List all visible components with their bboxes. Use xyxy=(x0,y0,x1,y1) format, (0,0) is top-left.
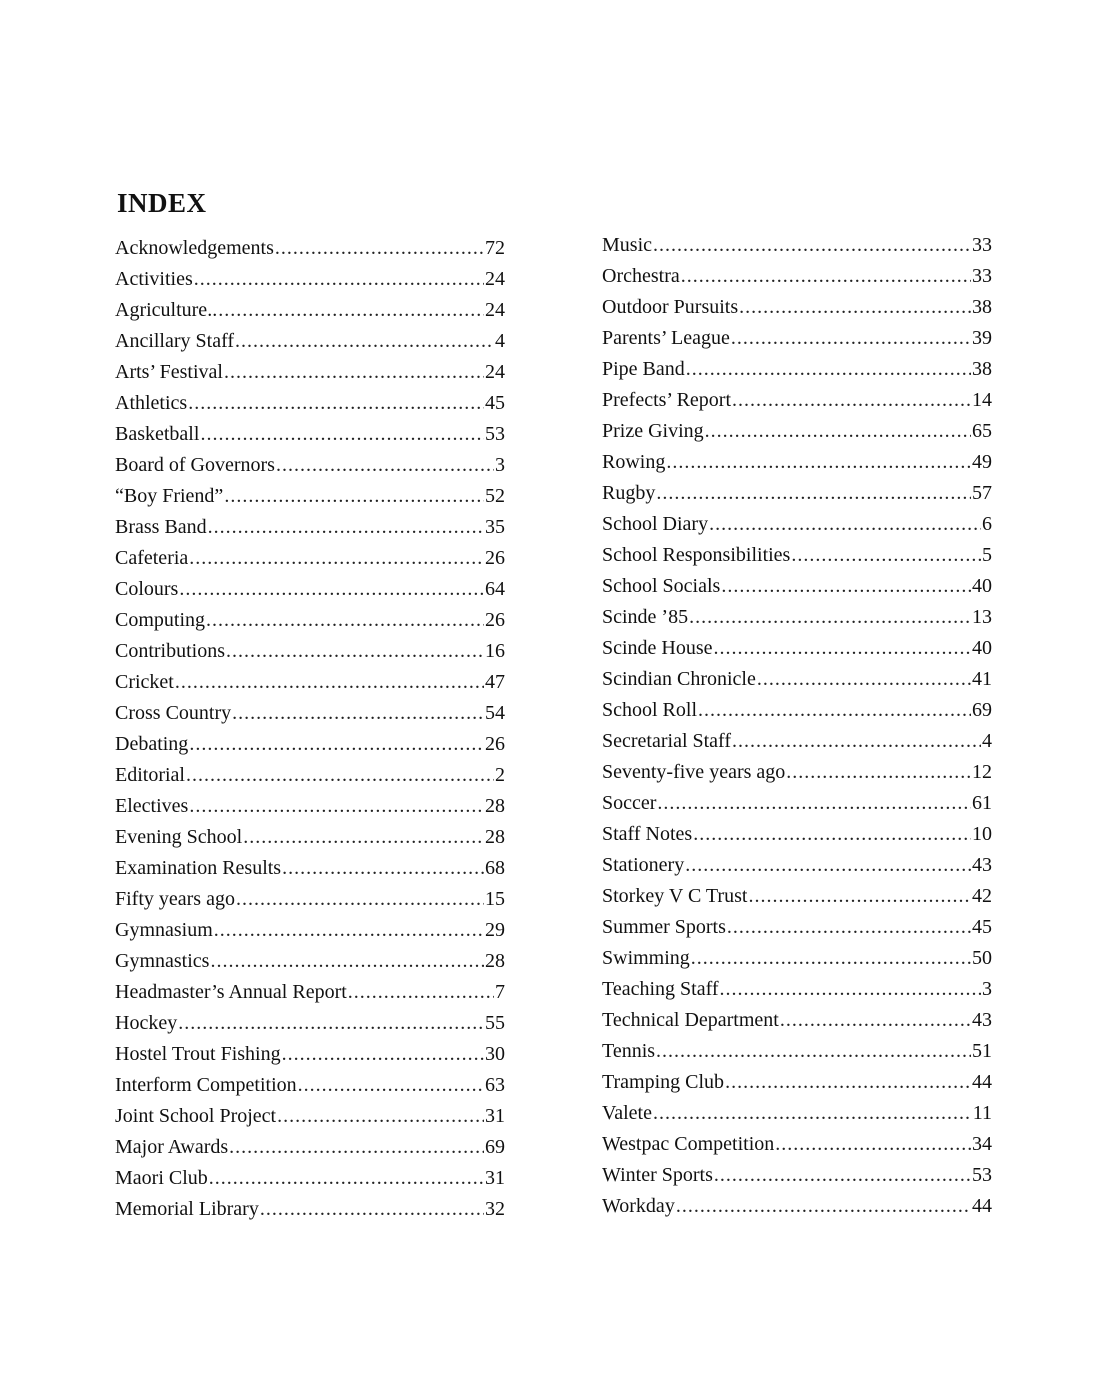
entry-label: Basketball xyxy=(115,423,200,445)
index-entry xyxy=(602,1005,992,1036)
entry-label: Music xyxy=(602,234,652,256)
index-entry xyxy=(115,450,505,481)
dot-leader xyxy=(189,791,484,822)
index-column-right xyxy=(602,230,992,1222)
index-entry xyxy=(602,974,992,1005)
entry-label: Editorial xyxy=(115,764,185,786)
entry-page-number: 33 xyxy=(972,265,992,287)
entry-page-number: 61 xyxy=(972,792,992,814)
entry-page-number: 53 xyxy=(972,1164,992,1186)
entry-page-number: 55 xyxy=(485,1012,505,1034)
dot-leader xyxy=(714,1160,971,1191)
entry-page-number: 63 xyxy=(485,1074,505,1096)
dot-leader xyxy=(209,1163,484,1194)
entry-page-number: 28 xyxy=(485,795,505,817)
index-entry xyxy=(602,354,992,385)
entry-label: Scinde ’85 xyxy=(602,606,689,628)
index-entry xyxy=(602,1160,992,1191)
dot-leader xyxy=(727,912,971,943)
index-entry xyxy=(115,760,505,791)
index-entry xyxy=(602,571,992,602)
index-entry xyxy=(115,574,505,605)
dot-leader xyxy=(731,323,971,354)
dot-leader xyxy=(656,1036,971,1067)
entry-label: Electives xyxy=(115,795,189,817)
entry-label: Arts’ Festival xyxy=(115,361,223,383)
dot-leader xyxy=(194,264,484,295)
entry-page-number: 64 xyxy=(485,578,505,600)
entry-page-number: 69 xyxy=(972,699,992,721)
dot-leader xyxy=(348,977,494,1008)
index-entry xyxy=(602,726,992,757)
entry-label: Contributions xyxy=(115,640,226,662)
index-entry xyxy=(602,261,992,292)
entry-label: School Diary xyxy=(602,513,709,535)
index-entry xyxy=(115,853,505,884)
dot-leader xyxy=(681,261,971,292)
entry-label: Valete xyxy=(602,1102,652,1124)
dot-leader xyxy=(206,605,484,636)
entry-label: Gymnastics xyxy=(115,950,210,972)
entry-page-number: 15 xyxy=(485,888,505,910)
entry-page-number: 34 xyxy=(972,1133,992,1155)
entry-label: Computing xyxy=(115,609,206,631)
index-entry xyxy=(115,698,505,729)
dot-leader xyxy=(732,726,981,757)
entry-page-number: 24 xyxy=(485,361,505,383)
entry-page-number: 26 xyxy=(485,609,505,631)
entry-label: Summer Sports xyxy=(602,916,726,938)
entry-page-number: 44 xyxy=(972,1195,992,1217)
entry-label: Tramping Club xyxy=(602,1071,725,1093)
entry-page-number: 30 xyxy=(485,1043,505,1065)
index-entry xyxy=(602,292,992,323)
index-entry xyxy=(115,636,505,667)
entry-page-number: 28 xyxy=(485,950,505,972)
dot-leader xyxy=(189,729,484,760)
dot-leader xyxy=(226,636,484,667)
entry-label: Tennis xyxy=(602,1040,656,1062)
dot-leader xyxy=(282,1039,484,1070)
entry-label: Pipe Band xyxy=(602,358,685,380)
index-entry xyxy=(115,729,505,760)
dot-leader xyxy=(224,357,484,388)
dot-leader xyxy=(739,292,971,323)
index-entry xyxy=(115,605,505,636)
index-entry xyxy=(602,695,992,726)
entry-label: Prefects’ Report xyxy=(602,389,732,411)
index-entry xyxy=(602,602,992,633)
dot-leader xyxy=(725,1067,971,1098)
index-entry xyxy=(115,1132,505,1163)
index-entry xyxy=(602,757,992,788)
dot-leader xyxy=(714,633,971,664)
dot-leader xyxy=(282,853,484,884)
index-entry xyxy=(115,512,505,543)
index-entry xyxy=(115,1101,505,1132)
entry-page-number: 44 xyxy=(972,1071,992,1093)
entry-label: Headmaster’s Annual Report xyxy=(115,981,347,1003)
dot-leader xyxy=(656,478,971,509)
entry-page-number: 4 xyxy=(495,330,505,352)
entry-label: Orchestra xyxy=(602,265,680,287)
entry-page-number: 7 xyxy=(495,981,505,1003)
dot-leader xyxy=(653,1098,972,1129)
entry-page-number: 38 xyxy=(972,296,992,318)
index-entry xyxy=(602,509,992,540)
entry-page-number: 24 xyxy=(485,268,505,290)
entry-page-number: 11 xyxy=(972,1102,992,1124)
dot-leader xyxy=(786,757,971,788)
dot-leader xyxy=(175,667,484,698)
index-entry xyxy=(602,1067,992,1098)
dot-leader xyxy=(748,881,971,912)
entry-page-number: 45 xyxy=(972,916,992,938)
dot-leader xyxy=(232,698,484,729)
dot-leader xyxy=(178,1008,484,1039)
entry-page-number: 52 xyxy=(485,485,505,507)
index-entry xyxy=(115,419,505,450)
entry-label: Ancillary Staff xyxy=(115,330,235,352)
entry-page-number: 51 xyxy=(972,1040,992,1062)
entry-page-number: 12 xyxy=(972,761,992,783)
index-entry xyxy=(602,1036,992,1067)
dot-leader xyxy=(188,388,484,419)
index-entry xyxy=(115,1194,505,1225)
dot-leader xyxy=(685,850,971,881)
entry-page-number: 49 xyxy=(972,451,992,473)
dot-leader xyxy=(721,571,971,602)
entry-page-number: 72 xyxy=(485,237,505,259)
index-entry xyxy=(115,233,505,264)
entry-label: Examination Results xyxy=(115,857,282,879)
index-entry xyxy=(115,791,505,822)
entry-page-number: 32 xyxy=(485,1198,505,1220)
entry-label: Technical Department xyxy=(602,1009,779,1031)
entry-label: Teaching Staff xyxy=(602,978,719,1000)
index-entry xyxy=(602,1129,992,1160)
entry-page-number: 50 xyxy=(972,947,992,969)
entry-page-number: 31 xyxy=(485,1167,505,1189)
entry-label: Major Awards xyxy=(115,1136,229,1158)
entry-page-number: 6 xyxy=(982,513,992,535)
dot-leader xyxy=(705,416,971,447)
entry-page-number: 69 xyxy=(485,1136,505,1158)
entry-page-number: 43 xyxy=(972,1009,992,1031)
entry-label: Cricket xyxy=(115,671,174,693)
entry-label: Athletics xyxy=(115,392,188,414)
index-entry xyxy=(115,295,505,326)
index-entry xyxy=(115,977,505,1008)
dot-leader xyxy=(236,884,484,915)
dot-leader xyxy=(179,574,484,605)
dot-leader xyxy=(666,447,971,478)
index-entry xyxy=(115,1070,505,1101)
index-entry xyxy=(602,881,992,912)
index-entry xyxy=(115,326,505,357)
dot-leader xyxy=(693,819,971,850)
entry-page-number: 2 xyxy=(495,764,505,786)
entry-label: Prize Giving xyxy=(602,420,704,442)
entry-label: Fifty years ago xyxy=(115,888,235,910)
entry-label: Activities xyxy=(115,268,193,290)
entry-label: Brass Band xyxy=(115,516,207,538)
index-entry xyxy=(602,664,992,695)
index-entry xyxy=(115,1008,505,1039)
index-entry xyxy=(115,264,505,295)
entry-label: Memorial Library xyxy=(115,1198,259,1220)
entry-page-number: 26 xyxy=(485,733,505,755)
entry-page-number: 41 xyxy=(972,668,992,690)
dot-leader xyxy=(210,946,484,977)
entry-page-number: 10 xyxy=(972,823,992,845)
index-entry xyxy=(602,447,992,478)
index-entry xyxy=(115,1163,505,1194)
dot-leader xyxy=(208,512,484,543)
dot-leader xyxy=(698,695,971,726)
index-entry xyxy=(602,1191,992,1222)
entry-page-number: 24 xyxy=(485,299,505,321)
entry-label: Rowing xyxy=(602,451,666,473)
index-entry xyxy=(602,850,992,881)
entry-label: Outdoor Pursuits xyxy=(602,296,739,318)
entry-label: Rugby xyxy=(602,482,656,504)
index-entry xyxy=(115,946,505,977)
index-column-left xyxy=(115,233,505,1225)
dot-leader xyxy=(243,822,484,853)
entry-page-number: 3 xyxy=(495,454,505,476)
index-entry xyxy=(602,633,992,664)
index-entry xyxy=(602,788,992,819)
dot-leader xyxy=(260,1194,484,1225)
entry-label: Gymnasium xyxy=(115,919,213,941)
entry-page-number: 39 xyxy=(972,327,992,349)
entry-label: Workday xyxy=(602,1195,675,1217)
entry-label: School Socials xyxy=(602,575,721,597)
dot-leader xyxy=(775,1129,971,1160)
entry-page-number: 28 xyxy=(485,826,505,848)
dot-leader xyxy=(186,760,494,791)
dot-leader xyxy=(689,602,971,633)
dot-leader xyxy=(653,230,971,261)
index-entry xyxy=(602,540,992,571)
entry-page-number: 45 xyxy=(485,392,505,414)
entry-label: Colours xyxy=(115,578,179,600)
dot-leader xyxy=(277,1101,484,1132)
dot-leader xyxy=(218,295,484,326)
entry-page-number: 47 xyxy=(485,671,505,693)
index-entry xyxy=(115,388,505,419)
entry-label: Storkey V C Trust xyxy=(602,885,748,907)
index-entry xyxy=(602,385,992,416)
index-entry xyxy=(115,915,505,946)
dot-leader xyxy=(214,915,484,946)
index-entry xyxy=(602,1098,992,1129)
entry-page-number: 16 xyxy=(485,640,505,662)
index-entry xyxy=(115,884,505,915)
index-entry xyxy=(115,667,505,698)
entry-label: Westpac Competition xyxy=(602,1133,775,1155)
entry-page-number: 38 xyxy=(972,358,992,380)
index-entry xyxy=(602,230,992,261)
entry-label: Hockey xyxy=(115,1012,178,1034)
entry-page-number: 40 xyxy=(972,575,992,597)
index-entry xyxy=(602,819,992,850)
entry-page-number: 42 xyxy=(972,885,992,907)
entry-page-number: 13 xyxy=(972,606,992,628)
dot-leader xyxy=(757,664,971,695)
dot-leader xyxy=(235,326,494,357)
index-entry xyxy=(115,481,505,512)
entry-label: Acknowledgements xyxy=(115,237,274,259)
entry-label: Stationery xyxy=(602,854,685,876)
dot-leader xyxy=(200,419,484,450)
dot-leader xyxy=(298,1070,484,1101)
entry-page-number: 14 xyxy=(972,389,992,411)
entry-label: Parents’ League xyxy=(602,327,730,349)
index-entry xyxy=(115,822,505,853)
page-title: INDEX xyxy=(117,188,207,218)
entry-label: Maori Club xyxy=(115,1167,208,1189)
index-entry xyxy=(602,943,992,974)
entry-page-number: 40 xyxy=(972,637,992,659)
dot-leader xyxy=(657,788,971,819)
entry-label: School Roll xyxy=(602,699,698,721)
entry-page-number: 26 xyxy=(485,547,505,569)
dot-leader xyxy=(276,450,494,481)
entry-label: Winter Sports xyxy=(602,1164,713,1186)
entry-page-number: 43 xyxy=(972,854,992,876)
entry-page-number: 5 xyxy=(982,544,992,566)
entry-label: Seventy-five years ago xyxy=(602,761,786,783)
entry-label: Cafeteria xyxy=(115,547,189,569)
index-entry xyxy=(602,912,992,943)
entry-label: Swimming xyxy=(602,947,690,969)
dot-leader xyxy=(676,1191,971,1222)
entry-label: Secretarial Staff xyxy=(602,730,732,752)
index-entry xyxy=(602,416,992,447)
entry-label: Staff Notes xyxy=(602,823,693,845)
dot-leader xyxy=(224,481,484,512)
entry-label: Agriculture.. xyxy=(115,299,218,321)
dot-leader xyxy=(720,974,981,1005)
dot-leader xyxy=(189,543,484,574)
index-entry xyxy=(115,543,505,574)
dot-leader xyxy=(691,943,971,974)
dot-leader xyxy=(709,509,981,540)
entry-label: Interform Competition xyxy=(115,1074,297,1096)
entry-label: Hostel Trout Fishing xyxy=(115,1043,281,1065)
entry-page-number: 68 xyxy=(485,857,505,879)
dot-leader xyxy=(732,385,971,416)
entry-label: Board of Governors xyxy=(115,454,275,476)
entry-label: School Responsibilities xyxy=(602,544,791,566)
entry-page-number: 31 xyxy=(485,1105,505,1127)
entry-label: Scinde House xyxy=(602,637,713,659)
index-entry xyxy=(115,1039,505,1070)
entry-label: Cross Country xyxy=(115,702,232,724)
entry-page-number: 57 xyxy=(972,482,992,504)
entry-label: Scindian Chronicle xyxy=(602,668,756,690)
entry-label: Evening School xyxy=(115,826,243,848)
entry-page-number: 35 xyxy=(485,516,505,538)
entry-page-number: 4 xyxy=(982,730,992,752)
dot-leader xyxy=(686,354,971,385)
index-entry xyxy=(602,478,992,509)
entry-label: Debating xyxy=(115,733,189,755)
entry-page-number: 29 xyxy=(485,919,505,941)
dot-leader xyxy=(229,1132,484,1163)
entry-label: “Boy Friend” xyxy=(115,485,224,507)
entry-page-number: 54 xyxy=(485,702,505,724)
entry-page-number: 65 xyxy=(972,420,992,442)
entry-label: Soccer xyxy=(602,792,657,814)
entry-page-number: 53 xyxy=(485,423,505,445)
dot-leader xyxy=(791,540,981,571)
index-entry xyxy=(115,357,505,388)
index-entry xyxy=(602,323,992,354)
dot-leader xyxy=(275,233,484,264)
dot-leader xyxy=(780,1005,971,1036)
entry-label: Joint School Project xyxy=(115,1105,277,1127)
entry-page-number: 3 xyxy=(982,978,992,1000)
entry-page-number: 33 xyxy=(972,234,992,256)
